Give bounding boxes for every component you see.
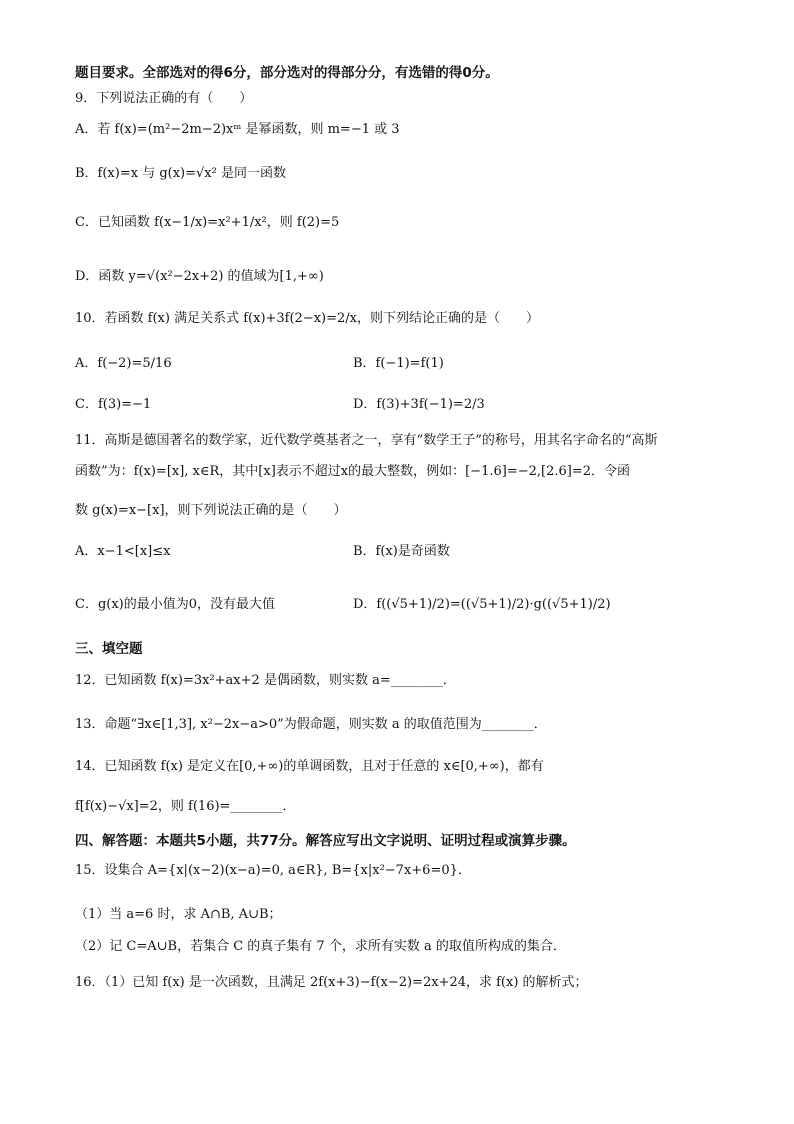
q10-option-d: D．f(3)+3f(−1)=2/3 — [353, 397, 485, 412]
q12: 12．已知函数 f(x)=3x²+ax+2 是偶函数，则实数 a=________． — [75, 673, 456, 688]
q9-option-b: B．f(x)=x 与 g(x)=√x² 是同一函数 — [75, 166, 286, 181]
q9-option-c: C．已知函数 f(x−1/x)=x²+1/x²，则 f(2)=5 — [75, 215, 340, 230]
q11-option-a: A．x−1<[x]≤x — [75, 544, 171, 559]
section3-title: 三、填空题 — [75, 641, 143, 657]
q9-option-d: D．函数 y=√(x²−2x+2) 的值域为[1,+∞) — [75, 269, 324, 284]
q14-line2: f[f(x)−√x]=2，则 f(16)=________． — [75, 799, 296, 814]
q11-option-c: C．g(x)的最小值为0，没有最大值 — [75, 597, 276, 612]
q10-option-b: B．f(−1)=f(1) — [353, 356, 444, 371]
q9-stem: 9．下列说法正确的有（ ） — [75, 91, 253, 106]
q10-option-a: A．f(−2)=5/16 — [75, 356, 172, 371]
q11-line3: 数 g(x)=x−[x]，则下列说法正确的是（ ） — [75, 503, 347, 518]
q15-part2: （2）记 C=A∪B，若集合 C 的真子集有 7 个，求所有实数 a 的取值所构成的集合． — [75, 939, 566, 954]
q15-part1: （1）当 a=6 时，求 A∩B, A∪B； — [75, 907, 282, 922]
intro-requirement: 题目要求。全部选对的得6分，部分选对的得部分分，有选错的得0分。 — [75, 65, 499, 81]
q11-option-b: B．f(x)是奇函数 — [353, 544, 450, 559]
q11-line1: 11．高斯是德国著名的数学家，近代数学奠基者之一，享有“数学王子”的称号，用其名字命名的“高斯 — [75, 433, 658, 448]
q16-part1: 16．（1）已知 f(x) 是一次函数，且满足 2f(x+3)−f(x−2)=2x+24，求 f(x) 的解析式； — [75, 975, 588, 990]
q10-stem: 10．若函数 f(x) 满足关系式 f(x)+3f(2−x)=2/x，则下列结论正确的是（ ） — [75, 311, 540, 326]
q13: 13．命题“∃x∈[1,3], x²−2x−a>0”为假命题，则实数 a 的取值范围为________． — [75, 717, 547, 732]
q10-option-c: C．f(3)=−1 — [75, 397, 152, 412]
section4-title: 四、解答题：本题共5小题，共77分。解答应写出文字说明、证明过程或演算步骤。 — [75, 833, 576, 849]
q14-line1: 14．已知函数 f(x) 是定义在[0,+∞)的单调函数，且对于任意的 x∈[0,+∞)，都有 — [75, 759, 544, 774]
q9-option-a: A．若 f(x)=(m²−2m−2)xᵐ 是幂函数，则 m=−1 或 3 — [75, 122, 400, 137]
q15-stem: 15．设集合 A={x|(x−2)(x−a)=0, a∈R}, B={x|x²−7x+6=0}． — [75, 863, 471, 878]
q11-option-d: D．f((√5+1)/2)=((√5+1)/2)·g((√5+1)/2) — [353, 597, 611, 612]
q11-line2: 函数”为：f(x)=[x], x∈R，其中[x]表示不超过x的最大整数，例如：[−1.6]=−2,[2.6]=2．令函 — [75, 464, 630, 479]
